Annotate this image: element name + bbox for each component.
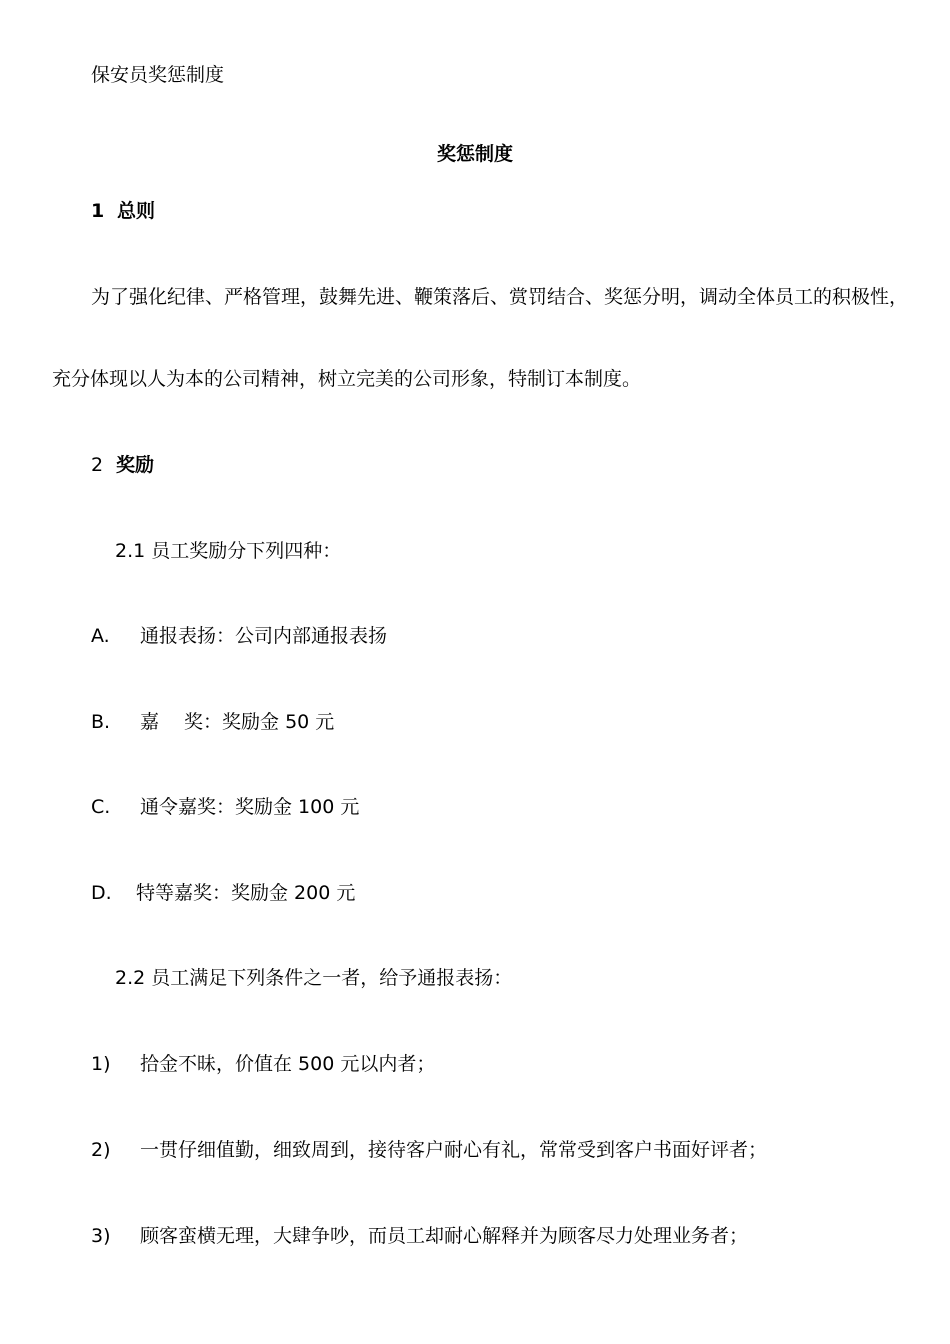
list-marker: B. (91, 711, 111, 733)
list-item-text: 一贯仔细值勤，细致周到，接待客户耐心有礼，常常受到客户书面好评者； (140, 1139, 768, 1161)
section-title: 奖励 (116, 454, 155, 476)
list-item-text: 通令嘉奖：奖励金 100 元 (140, 796, 360, 818)
section-heading-rewards (91, 453, 154, 477)
list-item (91, 795, 359, 819)
list-marker: 1) (91, 1053, 111, 1075)
list-marker: 3) (91, 1225, 111, 1247)
paragraph-line: 充分体现以人为本的公司精神，树立完美的公司形象，特制订本制度。 (52, 368, 642, 390)
paragraph-line: 为了强化纪律、严格管理，鼓舞先进、鞭策落后、赏罚结合、奖惩分明，调动全体员工的积极性， (91, 286, 909, 308)
section-title: 总则 (117, 200, 156, 222)
list-item (91, 710, 334, 734)
section-number: 2 (91, 454, 104, 476)
list-item (91, 881, 355, 905)
list-item (91, 1138, 767, 1162)
list-item-text: 通报表扬：公司内部通报表扬 (140, 625, 388, 647)
list-item-text: 特等嘉奖：奖励金 200 元 (136, 882, 356, 904)
document-title: 奖惩制度 (436, 143, 513, 165)
list-item-text: 顾客蛮横无理，大肆争吵，而员工却耐心解释并为顾客尽力处理业务者； (140, 1225, 749, 1247)
section-number: 1 (91, 200, 105, 222)
list-marker: 2) (91, 1139, 111, 1161)
subsection-heading: 2.1 员工奖励分下列四种： (115, 540, 342, 562)
list-marker: A. (91, 625, 110, 647)
list-item (91, 624, 387, 648)
list-marker: D. (91, 882, 112, 904)
section-heading-general (91, 199, 155, 223)
list-item (91, 1052, 435, 1076)
subsection-heading: 2.2 员工满足下列条件之一者，给予通报表扬： (115, 967, 513, 989)
list-item (91, 1224, 748, 1248)
list-item-text: 嘉 奖：奖励金 50 元 (140, 711, 335, 733)
list-marker: C. (91, 796, 111, 818)
document-header: 保安员奖惩制度 (91, 64, 225, 86)
list-item-text: 拾金不昧，价值在 500 元以内者； (140, 1053, 436, 1075)
